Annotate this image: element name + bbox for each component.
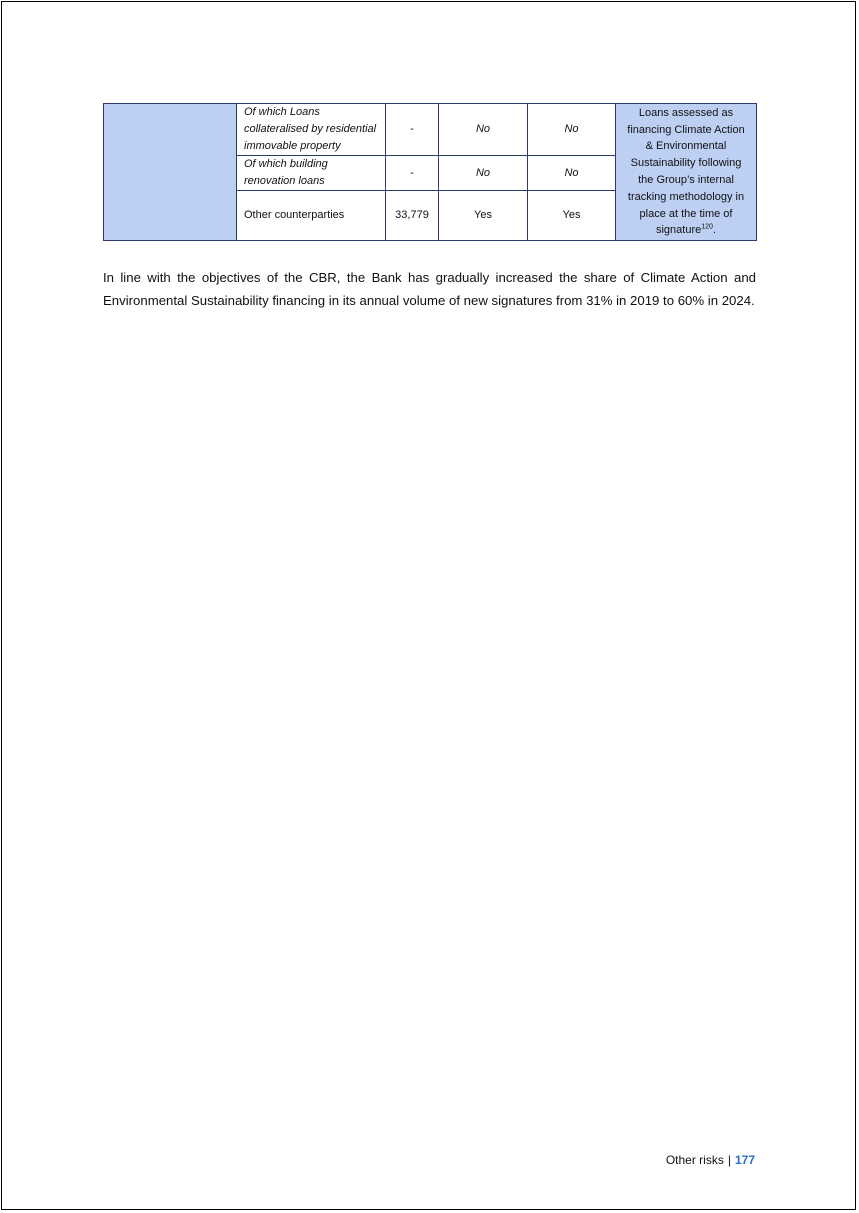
row-label: Other counterparties: [237, 191, 386, 241]
footer-section-title: Other risks: [665, 1153, 724, 1167]
row-label: Of which Loans collateralised by residential immovable property: [237, 104, 386, 156]
amount-cell: -: [386, 104, 439, 156]
row-label: Of which building renovation loans: [237, 156, 386, 191]
blank-category-cell: [104, 104, 237, 241]
methodology-note-cell: [616, 104, 757, 241]
note-end: .: [712, 224, 716, 237]
methodology-note-text: Loans assessed as financing Climate Action & Environmental Sustainability following the Group’s internal tracking methodology in place at the time of signature: [627, 106, 745, 237]
value-cell: No: [528, 104, 616, 156]
amount-cell: -: [386, 156, 439, 191]
amount-cell: 33,779: [386, 191, 439, 241]
footer-separator: |: [727, 1153, 731, 1167]
value-cell: No: [439, 104, 528, 156]
value-cell: No: [528, 156, 616, 191]
value-cell: Yes: [528, 191, 616, 241]
value-cell: No: [439, 156, 528, 191]
value-cell: Yes: [439, 191, 528, 241]
financing-table: [103, 103, 757, 241]
footnote-reference: 120: [701, 223, 713, 231]
body-paragraph: In line with the objectives of the CBR, the Bank has gradually increased the share of Climate Action and Environmental Sustainability financing in its annual volume of new signatures from 31% in 2019 to 60% in 2024.: [103, 270, 756, 308]
page-footer: [666, 1152, 755, 1168]
page-number: 177: [734, 1153, 755, 1167]
table-row: [104, 104, 757, 156]
